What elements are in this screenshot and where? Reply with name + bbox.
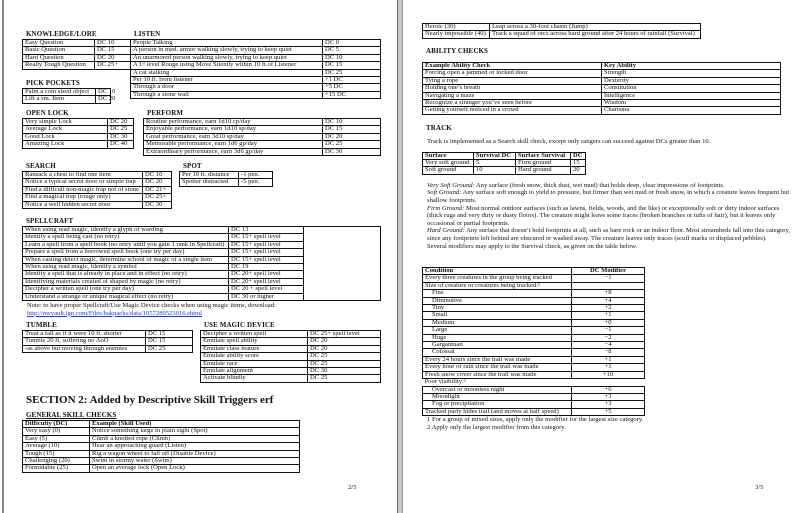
paragraph-text: Several modifiers may apply to the Survival check, as given on the table below. — [427, 242, 637, 250]
general-skill-checks-section — [22, 411, 300, 473]
table-row — [423, 379, 645, 386]
paragraph-lead: Firm Ground: — [427, 204, 465, 212]
table-row — [23, 443, 300, 450]
table-cell: Navigating a maze — [423, 92, 602, 99]
table-cell: Notice a well hidden secret door — [23, 201, 143, 208]
conditions-section — [422, 267, 645, 431]
page-3 — [403, 0, 800, 513]
table-cell: Tracked party hides trail (and moves at half speed) — [423, 408, 572, 415]
table-cell: Find a magical trap (rouge only) — [23, 194, 143, 201]
download-link[interactable]: http://nwvault.ign.com/Files/hakpacks/data/1057289523016.shtml — [27, 309, 202, 317]
column-header: Example (Skill Used) — [90, 421, 300, 428]
table-cell: Enjoyable performance, earn 1d10 sp/day — [144, 126, 323, 133]
table-cell: +1 — [572, 312, 645, 319]
table-cell: DC 20 + spell level — [229, 286, 304, 293]
table-cell: -as above but moving through enemies — [23, 345, 146, 352]
table-cell: Open an average lock (Open Lock) — [90, 465, 300, 472]
general-skill-checks-continued-section — [422, 23, 701, 39]
table-cell: DC 25 — [323, 69, 381, 76]
ability-checks-table — [422, 62, 781, 115]
table-cell: Gargantuan — [423, 342, 572, 349]
footnote-2: 2 Apply only the largest modifier from this category. — [427, 423, 566, 431]
table-cell: DC 15+ spell level — [229, 249, 304, 256]
table-cell: Strength — [602, 70, 781, 77]
table-cell: 15 — [571, 160, 586, 167]
table-cell: Dexterity — [602, 77, 781, 84]
table-row — [131, 62, 381, 69]
table-cell: Emulate race — [201, 360, 308, 367]
column-header: DC Modifier — [572, 268, 645, 275]
table-cell: DC 15 — [146, 338, 193, 345]
table-row — [23, 194, 172, 201]
table-cell: DC 10 — [323, 54, 381, 61]
table-cell: Heroic (30) — [423, 24, 490, 31]
column-header: Condition — [423, 268, 572, 275]
perform-heading: PERFORM — [147, 109, 184, 117]
table-cell: Fine — [423, 290, 572, 297]
spellcraft-section — [22, 217, 381, 317]
table-cell: DC 30 or higher — [229, 293, 304, 300]
table-cell: DC 25+ — [143, 194, 172, 201]
table-cell: Formidable (25) — [23, 465, 90, 472]
table-row — [423, 167, 586, 174]
table-cell: An unarmored person walking slowly, trying to keep quiet — [131, 54, 323, 61]
table-row — [144, 148, 381, 155]
table-cell: Wisdom — [602, 100, 781, 107]
table-cell: +0 — [572, 319, 645, 326]
page-2 — [2, 0, 397, 513]
paragraph-text: Any surface soft enough to yield to pressure, but firmer than wet mud or fresh snow, in which a creature leaves frequent but shallow footprints. — [427, 189, 790, 204]
track-heading: TRACK — [426, 124, 452, 132]
table-cell: Moonlight — [423, 393, 572, 400]
table-cell: A 1ˢᵗ level Rouge using Move Silently within 10 ft.of Listener — [131, 62, 323, 69]
search-section — [22, 162, 172, 209]
table-cell: DC 15+ spell level — [229, 241, 304, 248]
table-row — [423, 85, 781, 92]
open-lock-table — [22, 118, 134, 149]
table-cell: +3 — [572, 393, 645, 400]
spot-heading: SPOT — [183, 162, 202, 170]
table-cell: Fresh snow cover since the trail was made — [423, 371, 572, 378]
table-row — [180, 179, 273, 186]
table-cell: A person in med. armor walking slowly, trying to keep quiet — [131, 47, 323, 54]
table-cell: DC 15 — [323, 62, 381, 69]
table-cell: Forcing open a jammed or locked door — [423, 70, 602, 77]
table-cell: Soft ground — [423, 167, 474, 174]
pick-pockets-heading: PICK POCKETS — [26, 79, 80, 87]
table-cell: DC 25 — [108, 126, 134, 133]
table-cell: DC 25 — [146, 345, 193, 352]
paragraph-lead: Soft Ground: — [427, 189, 462, 197]
track-section — [422, 124, 790, 250]
table-cell: Every hour of rain since the trail was made — [423, 364, 572, 371]
listen-section — [130, 30, 381, 99]
table-cell: DC 25 — [308, 375, 381, 382]
table-cell: −2 — [572, 334, 645, 341]
search-heading: SEARCH — [26, 162, 56, 170]
table-cell: +1 — [572, 364, 645, 371]
table-cell: −1 — [572, 327, 645, 334]
page-number: 2/5 — [348, 484, 357, 491]
table-cell: Small — [423, 312, 572, 319]
table-cell: DC 5 — [323, 47, 381, 54]
table-cell: +4 — [572, 297, 645, 304]
table-cell: Very soft ground — [423, 160, 474, 167]
table-cell: Getting yourself noticed in a crowd — [423, 107, 602, 114]
table-cell: DC 21+ — [143, 186, 172, 193]
table-cell: Average Lock — [23, 126, 108, 133]
table-cell: Learn a spell from a spell book (no retry until you gain 1 rank in Spellcraft) — [23, 241, 229, 248]
table-cell: Nearly impossible (40) — [423, 31, 490, 38]
table-cell: Tying a rope — [423, 77, 602, 84]
table-cell: Identifying materials created of shaped by magic (no retry) — [23, 278, 229, 285]
table-cell: DC 20 — [95, 54, 131, 61]
table-cell: +5 DC — [323, 84, 381, 91]
paragraph-text: Any surface that doesn’t hold footprints at all, such as bare rock or an indoor floor. Most streambeds fall into this category, since any footprints left behind are obscured or washed away. The creature leaves only traces (scuff marks or displaced pebbles). — [427, 227, 791, 242]
paragraph-text: Most normal outdoor surfaces (such as lawns, fields, woods, and the like) or exceptionally soft or dirty indoor surfaces (thick rugs and very dirty or dusty floors). The creature might leave some traces (broken branches or tufts of hair), but it leaves only occasional or partial footprints. — [427, 204, 780, 227]
general-skill-checks-continued-table — [422, 23, 701, 39]
table-cell: Constitution — [602, 85, 781, 92]
track-descriptions — [427, 182, 790, 250]
table-cell: Easy Question — [23, 40, 95, 47]
table-cell: DC 25+ spell level — [308, 331, 381, 338]
spot-table — [179, 171, 273, 187]
tumble-section — [22, 321, 193, 353]
paragraph-lead: Very Soft Ground: — [427, 181, 475, 189]
table-cell: DC 0 — [323, 40, 381, 47]
table-cell: Very easy (0) — [23, 428, 90, 435]
table-cell — [572, 379, 645, 386]
table-cell: Extraordinary performance, earn 3d6 gp/day — [144, 148, 323, 155]
table-cell: Intelligence — [602, 92, 781, 99]
table-row — [23, 141, 134, 148]
table-cell: Routine performance, earn 1d10 cp/day — [144, 119, 323, 126]
table-row — [423, 107, 781, 114]
conditions-table — [422, 267, 645, 416]
table-cell: Identify a spell being cast (no retry) — [23, 234, 229, 241]
table-cell: DC 30 — [308, 368, 381, 375]
track-paragraph — [427, 182, 790, 190]
table-cell: DC 20 — [308, 338, 381, 345]
table-cell: DC 10 — [95, 40, 131, 47]
table-cell: Notice something large in plain sight (Spot) — [90, 428, 300, 435]
table-cell: Through a door — [131, 84, 323, 91]
table-cell: DC 20 — [108, 119, 134, 126]
table-cell: Great performance, earn 3d10 sp/day — [144, 133, 323, 140]
table-cell: DC 13 — [229, 227, 304, 234]
column-header: Key Ability — [602, 63, 781, 70]
table-cell: DC 15 — [323, 126, 381, 133]
table-cell: Firm ground — [516, 160, 571, 167]
table-cell: +6 — [572, 386, 645, 393]
table-cell: Easy (5) — [23, 435, 90, 442]
open-lock-heading: OPEN LOCK — [26, 109, 69, 117]
table-cell: Every 24 hours since the trail was made — [423, 356, 572, 363]
table-cell: People Talking — [131, 40, 323, 47]
table-cell: Treat a fall as if it were 10 ft. shorter — [23, 331, 146, 338]
table-cell: DC 20 — [323, 133, 381, 140]
table-cell: Tough (15) — [23, 450, 90, 457]
table-cell: Decipher a written spell (one try per day) — [23, 286, 229, 293]
table-cell: Amazing Lock — [23, 141, 108, 148]
table-cell: Through a stone wall — [131, 91, 323, 98]
table-row — [23, 345, 193, 352]
table-cell: Spotter distracted — [180, 179, 239, 186]
table-cell: +2 — [572, 305, 645, 312]
table-cell: +8 — [572, 290, 645, 297]
listen-table — [130, 39, 381, 99]
use-magic-device-heading: USE MAGIC DEVICE — [204, 321, 275, 329]
table-cell: Large — [423, 327, 572, 334]
paragraph-text: Any surface (fresh snow, thick dust, wet mud) that holds deep, clear impressions of footprints. — [474, 181, 725, 189]
column-header: Surface Survival — [516, 152, 571, 159]
spellcraft-note: Note: to have proper Spellcraft/Use Magic Device checks when using magic items, download: — [27, 302, 276, 310]
table-cell: Colossal — [423, 349, 572, 356]
table-cell: Hard Question — [23, 54, 95, 61]
table-cell: DC 40 — [108, 141, 134, 148]
table-cell: Challenging (20) — [23, 458, 90, 465]
table-cell: DC 25+ — [95, 62, 131, 69]
table-cell: Average (10) — [23, 443, 90, 450]
table-cell: Emulate class feature — [201, 345, 308, 352]
table-cell: DC 25 — [323, 141, 381, 148]
table-cell: +1 DC — [323, 77, 381, 84]
table-cell: Track a squad of orcs across hard ground after 24 hours of rainfall (Survival) — [490, 31, 701, 38]
table-cell: DC 30 — [143, 201, 172, 208]
table-cell: 10 — [474, 167, 516, 174]
table-cell: When casting detect magic, determine school of magic of a single item — [23, 256, 229, 263]
table-cell: Identify a spell that is already in place and in effect (no retry) — [23, 271, 229, 278]
spellcraft-heading: SPELLCRAFT — [26, 217, 74, 225]
track-paragraph — [427, 227, 790, 242]
table-row — [423, 290, 645, 297]
table-cell: +15 DC — [323, 91, 381, 98]
table-row — [423, 31, 701, 38]
table-cell: -1 pen. — [239, 172, 273, 179]
table-cell: Size of creature or creatures being tracked:¹ — [423, 282, 572, 289]
table-row — [144, 141, 381, 148]
table-cell: Lift a sm. Item — [23, 96, 96, 103]
table-cell: -5 pen. — [239, 179, 273, 186]
spot-section — [179, 162, 273, 187]
spellcraft-table — [22, 226, 381, 301]
table-cell: Palm a coin sized object — [23, 89, 96, 96]
perform-section — [143, 109, 381, 156]
table-row — [23, 96, 111, 103]
table-cell: DC 15+ spell level — [229, 234, 304, 241]
knowledge-table — [22, 39, 131, 70]
use-magic-device-table — [200, 330, 381, 383]
perform-table — [143, 118, 381, 156]
table-cell: Tumble 20 ft, suffering no AoO — [23, 338, 146, 345]
general-skill-checks-heading: GENERAL SKILL CHECKS — [26, 411, 117, 419]
track-paragraph — [427, 189, 790, 204]
table-cell: Every three creatures in the group being tracked — [423, 275, 572, 282]
table-cell: +10 — [572, 371, 645, 378]
track-paragraph — [427, 205, 790, 228]
table-cell: DC 25 — [308, 360, 381, 367]
table-cell: Really Tough Question — [23, 62, 95, 69]
paragraph-lead: Hard Ground: — [427, 227, 465, 235]
empty-cell — [304, 227, 381, 301]
table-row — [23, 465, 300, 472]
knowledge-heading: KNOWLEDGE/LORE — [26, 30, 97, 38]
column-header: Difficulty (DC) — [23, 421, 90, 428]
table-cell: Memorable performance, earn 1d6 gp/day — [144, 141, 323, 148]
table-cell: DC 15 — [95, 47, 131, 54]
table-cell: Very simple Lock — [23, 119, 108, 126]
table-cell: DC 15 — [146, 331, 193, 338]
table-cell: DC 10 — [143, 172, 172, 179]
table-cell: Climb a knotted rope (Climb) — [90, 435, 300, 442]
table-cell: DC 30 — [323, 148, 381, 155]
table-row — [23, 62, 131, 69]
track-paragraph — [427, 243, 790, 251]
surface-table — [422, 152, 586, 175]
table-cell: Fog or precipitation — [423, 401, 572, 408]
tumble-table — [22, 330, 193, 353]
table-row — [423, 408, 645, 415]
section-2-title: SECTION 2: Added by Descriptive Skill Triggers erf — [26, 394, 274, 406]
table-row — [201, 375, 381, 382]
search-table — [22, 171, 172, 209]
table-cell: DC 20+ spell level — [229, 278, 304, 285]
table-cell: Decipher a written spell — [201, 331, 308, 338]
table-cell: Notice a typical secret door or simple trap — [23, 179, 143, 186]
table-cell: Charisma — [602, 107, 781, 114]
column-header: Example Ability Check — [423, 63, 602, 70]
table-cell: Per 10 ft. distance — [180, 172, 239, 179]
table-cell: Understand a strange or unique magical effect (no retry) — [23, 293, 229, 300]
use-magic-device-section — [200, 321, 381, 383]
table-cell: Emulate spell ability — [201, 338, 308, 345]
table-cell: DC 20 — [96, 96, 111, 103]
table-cell: Huge — [423, 334, 572, 341]
tumble-heading: TUMBLE — [26, 321, 57, 329]
table-cell: Tiny — [423, 305, 572, 312]
table-cell: Medium — [423, 319, 572, 326]
column-header: Survival DC — [474, 152, 516, 159]
knowledge-section — [22, 30, 131, 70]
table-cell: Activate blindly — [201, 375, 308, 382]
table-row — [423, 70, 781, 77]
table-cell: 20 — [571, 167, 586, 174]
table-cell: Poor visibility:² — [424, 378, 466, 386]
table-row — [201, 353, 381, 360]
table-cell: Good Lock — [23, 133, 108, 140]
table-cell: +5 — [572, 408, 645, 415]
table-cell: DC 20 — [143, 179, 172, 186]
table-cell: Holding one’s breath — [423, 85, 602, 92]
table-cell: DC 20 — [308, 345, 381, 352]
section-2-block — [22, 394, 273, 407]
table-cell: Overcast or moonless night — [423, 386, 572, 393]
table-cell: Leap across a 30-foot chasm (Jump) — [490, 24, 701, 31]
table-row — [23, 201, 172, 208]
table-cell: Recognize a stranger you’ve seen before — [423, 100, 602, 107]
table-cell: DC 10 — [323, 119, 381, 126]
table-cell: Rig a wagon wheel to fall off (Disable Device) — [90, 450, 300, 457]
table-cell: Emulate ability score — [201, 353, 308, 360]
table-cell: DC 19 — [229, 264, 304, 271]
table-cell: Hear an approaching guard (Listen) — [90, 443, 300, 450]
table-cell: Prepare a spell from a borrowed spell book (one try per day) — [23, 249, 229, 256]
table-cell: DC 25 — [308, 353, 381, 360]
column-header: Surface — [423, 152, 474, 159]
ability-checks-section — [422, 47, 781, 115]
table-cell: DC 20+ spell level — [229, 271, 304, 278]
table-cell: Hard ground — [516, 167, 571, 174]
table-cell: Ransack a chest to find one item — [23, 172, 143, 179]
table-cell: DC 15+ spell level — [229, 256, 304, 263]
table-cell: Per 10 ft. from listener — [131, 77, 323, 84]
table-cell: +3 — [572, 401, 645, 408]
table-cell: DC 30 — [108, 133, 134, 140]
column-header: DC — [571, 152, 586, 159]
table-cell: A cat stalking — [131, 69, 323, 76]
open-lock-section — [22, 109, 134, 149]
table-cell: DC 10 — [96, 89, 111, 96]
page-divider — [396, 0, 403, 513]
table-cell: Find a difficult non-magic trap not of stone — [23, 186, 143, 193]
pick-pockets-table — [22, 88, 116, 104]
table-cell: When using read magic, identify a glyph of warding — [23, 227, 229, 234]
table-cell: 5 — [474, 160, 516, 167]
page-number: 3/5 — [755, 484, 764, 491]
table-cell: −1 — [572, 275, 645, 282]
table-cell: Basic Question — [23, 47, 95, 54]
listen-heading: LISTEN — [134, 30, 161, 38]
ability-checks-heading: ABILITY CHECKS — [426, 47, 489, 55]
track-intro: Track is implemented as a Search skill check, except only rangers can succeed against DCs greater than 10. — [427, 138, 711, 145]
table-row — [131, 91, 381, 98]
table-cell: −8 — [572, 349, 645, 356]
table-cell: Diminutive — [423, 297, 572, 304]
table-cell: Emulate alignment — [201, 368, 308, 375]
table-cell: −4 — [572, 342, 645, 349]
table-cell: +1 — [572, 356, 645, 363]
footnote-1: 1 For a group of mixed sizes, apply only the modifier for the largest size category. — [427, 416, 644, 424]
table-cell: Swim in stormy water (Swim) — [90, 458, 300, 465]
table-cell: When using read magic, identify a symbol — [23, 264, 229, 271]
general-skill-checks-table — [22, 420, 300, 473]
pick-pockets-section — [22, 79, 116, 104]
